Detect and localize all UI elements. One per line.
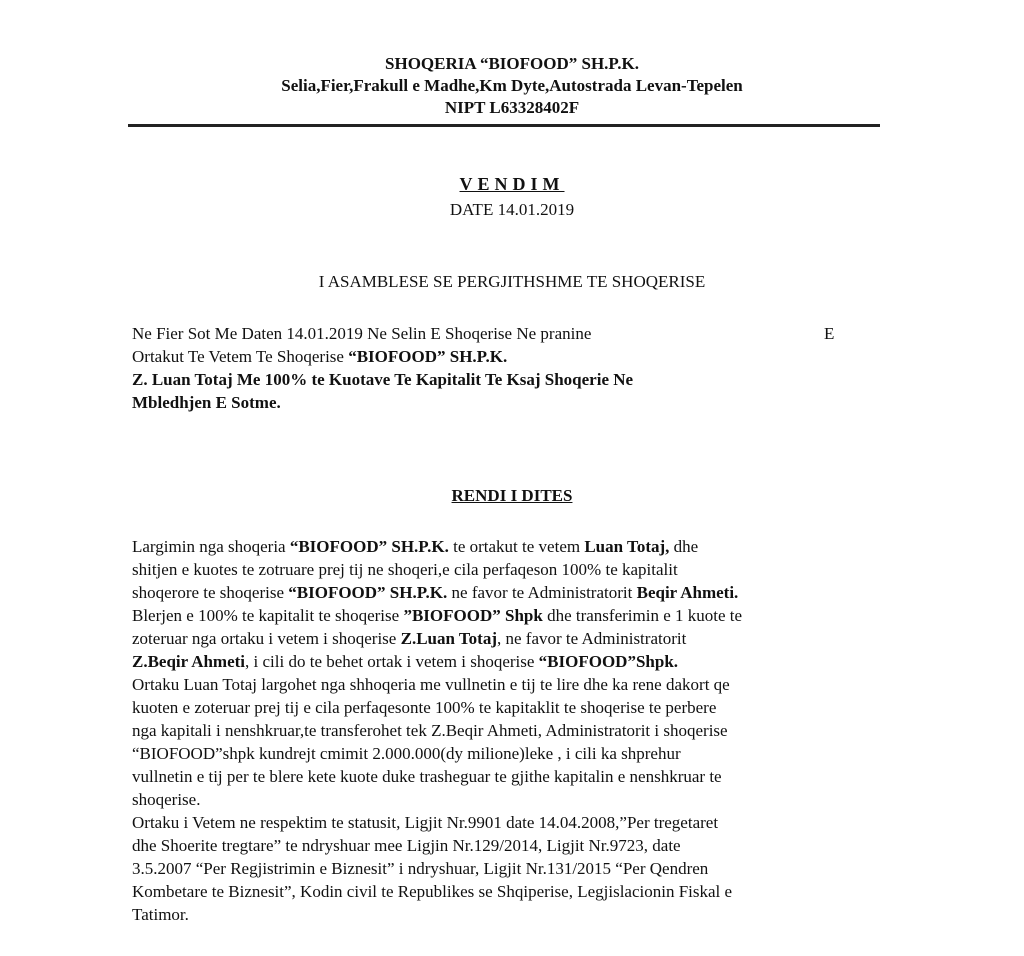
agenda-line <box>132 834 892 857</box>
agenda-line <box>132 880 892 903</box>
agenda-line <box>132 673 892 696</box>
agenda-line <box>132 742 892 765</box>
text: shoqerise. <box>132 790 201 809</box>
company-nipt: NIPT L63328402F <box>444 98 580 117</box>
text: dhe transferimin e 1 kuote te <box>542 606 743 625</box>
intro-line: Z. Luan Totaj Me 100% te Kuotave Te Kapitalit Te Ksaj Shoqerie Ne <box>132 370 634 389</box>
bold-text: Luan Totaj, <box>584 537 670 556</box>
intro-paragraph <box>132 322 852 414</box>
text: shitjen e kuotes te zotruare prej tij ne shoqeri,e cila perfaqeson 100% te kapitalit <box>132 560 678 579</box>
bold-text: “BIOFOOD” SH.P.K. <box>288 583 448 602</box>
agenda-line <box>132 627 892 650</box>
bold-text: “BIOFOOD” SH.P.K. <box>289 537 449 556</box>
text: Ortaku i Vetem ne respektim te statusit, Ligjit Nr.9901 date 14.04.2008,”Per tregetaret <box>132 813 719 832</box>
company-name-bold: “BIOFOOD” SH.P.K. <box>348 347 508 366</box>
agenda-line <box>132 903 892 926</box>
document-title: VENDIM <box>459 174 565 194</box>
text: , ne favor te Administratorit <box>497 629 687 648</box>
intro-line: Ne Fier Sot Me Daten 14.01.2019 Ne Selin E Shoqerise Ne pranine <box>132 324 592 343</box>
agenda-line <box>132 719 892 742</box>
company-name: SHOQERIA “BIOFOOD” SH.P.K. <box>385 54 639 73</box>
agenda-line <box>132 696 892 719</box>
bold-text: Beqir Ahmeti. <box>636 583 739 602</box>
text: shoqerore te shoqerise <box>132 583 289 602</box>
intro-text: Ortakut Te Vetem Te Shoqerise <box>132 347 349 366</box>
text: ne favor te Administratorit <box>447 583 637 602</box>
intro-line <box>132 345 852 368</box>
text: Largimin nga shoqeria <box>132 537 290 556</box>
text: nga kapitali i nenshkruar,te transferohet tek Z.Beqir Ahmeti, Administratorit i shoqerise <box>132 721 728 740</box>
intro-line: Mbledhjen E Sotme. <box>132 393 281 412</box>
agenda-line <box>132 788 892 811</box>
agenda-line <box>132 857 892 880</box>
intro-line-end: E <box>824 324 835 343</box>
agenda-heading: RENDI I DITES <box>451 486 573 505</box>
text: Kombetare te Biznesit”, Kodin civil te Republikes se Shqiperise, Legjislacionin Fiskal e <box>132 882 733 901</box>
agenda-line <box>132 604 892 627</box>
text: dhe Shoerite tregtare” te ndryshuar mee Ligjin Nr.129/2014, Ligjit Nr.9723, date <box>132 836 681 855</box>
agenda-line <box>132 811 892 834</box>
agenda-line <box>132 765 892 788</box>
text: dhe <box>669 537 699 556</box>
bold-text: ”BIOFOOD” Shpk <box>403 606 543 625</box>
text: Blerjen e 100% te kapitalit te shoqerise <box>132 606 404 625</box>
agenda-body <box>132 535 892 926</box>
agenda-line <box>132 581 892 604</box>
bold-text: Z.Luan Totaj <box>400 629 497 648</box>
text: “BIOFOOD”shpk kundrejt cmimit 2.000.000(dy milione)leke , i cili ka shprehur <box>132 744 681 763</box>
text: zoteruar nga ortaku i vetem i shoqerise <box>132 629 401 648</box>
text: te ortakut te vetem <box>448 537 585 556</box>
text: Ortaku Luan Totaj largohet nga shhoqeria me vullnetin e tij te lire dhe ka rene dakort qe <box>132 675 730 694</box>
text: kuoten e zoteruar prej tij e cila perfaqesonte 100% te kapitaklit te shoqerise te perbere <box>132 698 717 717</box>
company-address: Selia,Fier,Frakull e Madhe,Km Dyte,Autostrada Levan-Tepelen <box>281 76 743 95</box>
text: , i cili do te behet ortak i vetem i shoqerise <box>245 652 539 671</box>
header-divider <box>128 124 880 127</box>
bold-text: Z.Beqir Ahmeti <box>132 652 246 671</box>
text: 3.5.2007 “Per Regjistrimin e Biznesit” i ndryshuar, Ligjit Nr.131/2015 “Per Qendren <box>132 859 709 878</box>
agenda-line <box>132 650 892 673</box>
bold-text: “BIOFOOD”Shpk. <box>538 652 679 671</box>
document-date: DATE 14.01.2019 <box>449 200 575 219</box>
text: Tatimor. <box>132 905 189 924</box>
assembly-subtitle: I ASAMBLESE SE PERGJITHSHME TE SHOQERISE <box>318 272 706 291</box>
agenda-line <box>132 558 892 581</box>
agenda-line <box>132 535 892 558</box>
text: vullnetin e tij per te blere kete kuote duke trasheguar te gjithe kapitalin e nenshkruar te <box>132 767 722 786</box>
